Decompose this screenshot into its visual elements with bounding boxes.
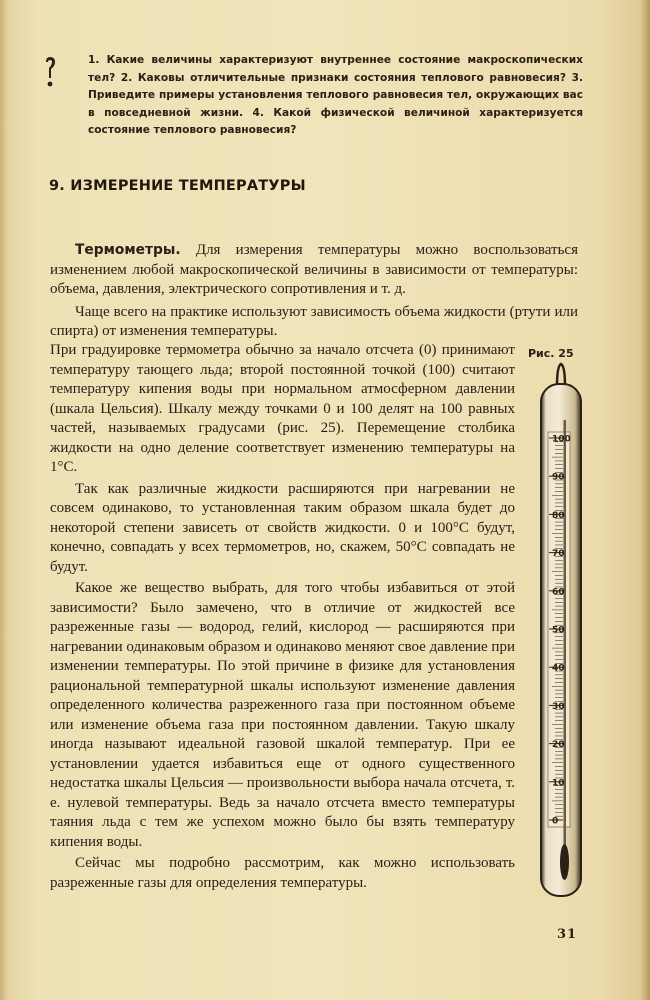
scale-label: 100	[552, 434, 571, 445]
thermometer-bulb	[560, 844, 569, 880]
exclamation-question-icon	[43, 56, 57, 96]
scale-label: 70	[552, 549, 565, 560]
run-in-title: Термометры.	[75, 242, 181, 258]
page-number: 31	[557, 927, 578, 942]
page-edge-left	[0, 0, 8, 1000]
scale-label: 60	[552, 587, 565, 598]
paragraph-3: Так как различные жидкости расширяются при нагревании не совсем одинаково, то установленная таким образом шкала будет до некоторой степени зависеть от свойств жидкости. 0 и 100°С будут, конечно, совпадать у всех термометров, но, скажем, 50°С совпадать не будут.	[50, 480, 515, 575]
scale-label: 50	[552, 625, 565, 636]
scale-label: 20	[552, 740, 565, 751]
review-questions: 1. Какие величины характеризуют внутреннее состояние макроскопических тел? 2. Каковы отличительные признаки состояния теплового равновесия? 3. Приведите примеры установления теплового равновесия тел, окружающих вас в повседневной жизни. 4. Какой физической величиной характеризуется состояние теплового равновесия?	[88, 54, 583, 137]
paragraph-2-rest: При градуировке термометра обычно за начало отсчета (0) принимают температуру тающего льда; второй постоянной точкой (100) считают температуру кипения воды при нормальном атмосферном давлении (шкала Цельсия). Шкалу между точками 0 и 100 делят на 100 равных частей, называемых градусами (рис. 25). Перемещение столбика жидкости на одно деление соответствует изменению температуры на 1°С.	[50, 342, 515, 475]
intro-text	[50, 241, 578, 342]
scale-label: 0	[552, 816, 559, 827]
page-edge-right	[640, 0, 650, 1000]
paragraph-2-lead: Чаще всего на практике используют зависимость объема жидкости (ртути или спирта) от изменения температуры.	[50, 303, 578, 339]
thermometer-top-hook	[557, 364, 565, 386]
narrow-column-text	[50, 341, 515, 893]
scale-label: 10	[552, 778, 565, 789]
paragraph-4: Какое же вещество выбрать, для того чтобы избавиться от этой зависимости? Было замечено, что в отличие от жидкостей все разреженные газы — водород, гелий, кислород — расширяются при нагревании одинаковым образом и одинаково меняют свое давление при изменении температуры. По этой причине в физике для установления рациональной температурной шкалы используют изменение давления определенного количества разреженного газа при постоянном объеме или изменение объема газа при постоянном давлении. Такую шкалу иногда называют идеальной газовой шкалой температур. При ее установлении удается избавиться еще от одного существенного недостатка шкалы Цельсия — произвольности выбора начала отсчета, т. е. нулевой температуры. Ведь за начало отсчета вместо температуры таяния льда с тем же успехом можно было бы взять температуру кипения воды.	[50, 580, 515, 850]
paragraph-1-text: Для измерения температуры можно воспользоваться изменением любой макроскопической величины в зависимости от температуры: объема, давления, электрического сопротивления и т. д.	[50, 242, 578, 297]
paragraph-thermometers	[50, 241, 578, 300]
thermometer-icon	[535, 362, 587, 914]
scale-label: 30	[552, 701, 565, 712]
scale-label: 80	[552, 510, 565, 521]
paragraph-5: Сейчас мы подробно рассмотрим, как можно использовать разреженные газы для определения температуры.	[50, 855, 515, 891]
figure-label: Рис. 25	[528, 347, 574, 360]
scale-label: 90	[552, 472, 565, 483]
section-heading: 9. ИЗМЕРЕНИЕ ТЕМПЕРАТУРЫ	[49, 178, 306, 194]
scale-label: 40	[552, 663, 565, 674]
